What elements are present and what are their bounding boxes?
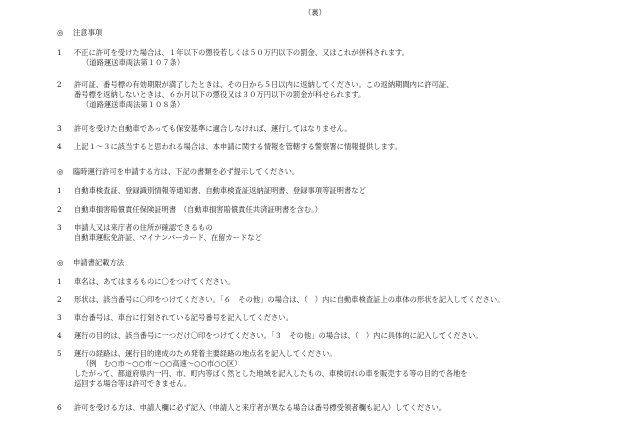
item-text: 車台番号は、車台に打刻されている記号番号を記入してください。 bbox=[74, 313, 293, 322]
item-number: 6 bbox=[57, 403, 62, 412]
item-number: 2 bbox=[57, 80, 62, 89]
doc-item-3 bbox=[57, 223, 622, 243]
bullet-mark: ◎ bbox=[57, 258, 64, 267]
item-number: 3 bbox=[57, 313, 62, 322]
item-text: 運行の経路は、運行目的達成のため発着主要経路の地点名を記入してください。 bbox=[74, 349, 337, 358]
item-text: 許可を受ける方は、申請人欄に必ず記入（申請人と来庁者が異なる場合は番号標受領者欄も記入）してください。 bbox=[74, 403, 447, 412]
item-text: 不正に許可を受けた場合は、１年以下の懲役若しくは５０万円以下の罰金、又はこれが併科されます。 bbox=[74, 48, 410, 57]
item-number: 2 bbox=[57, 295, 62, 304]
note-item-1 bbox=[57, 48, 622, 68]
bullet-mark: ◎ bbox=[57, 167, 64, 176]
page-header: （裏） bbox=[304, 8, 326, 17]
howto-item-3 bbox=[57, 313, 622, 323]
item-text: （例 む○市～○○市～○○高速～○○市○○区） bbox=[82, 359, 242, 368]
item-number: 1 bbox=[57, 186, 62, 195]
item-number: 1 bbox=[57, 277, 62, 286]
item-text: 運行の目的は、該当番号に一つだけ〇印をつけてください。「３ その他」の場合は、（ ）内に具体的に記入してください。 bbox=[74, 331, 483, 340]
item-text: したがって、都道府県内一円、市、町内等ばく然とした地域を記入したもの、車検切れの車を販売する等の目的で各地を bbox=[74, 369, 468, 378]
item-text: （道路運送車両法第１０８条） bbox=[82, 100, 185, 109]
section-notes-heading bbox=[57, 28, 102, 38]
bullet-mark: ◎ bbox=[57, 28, 64, 37]
item-text: 許可を受けた自動車であっても保安基準に適合しなければ、運行してはなりません。 bbox=[74, 124, 352, 133]
item-text: 自動車損害賠償責任保険証明書 （自動車損害賠償責任共済証明書を含む。） bbox=[74, 205, 323, 214]
item-text: 番号標を返納しないときは、６か月以下の懲役又は３０万円以下の罰金が科せられます。 bbox=[74, 90, 366, 99]
howto-item-2 bbox=[57, 295, 622, 305]
section-howto-heading bbox=[57, 258, 124, 268]
item-text: 上記１～３に該当すると思われる場合は、本申請に関する情報を管轄する警察署に情報提供します。 bbox=[74, 142, 402, 151]
howto-item-4 bbox=[57, 331, 622, 341]
item-number: 3 bbox=[57, 223, 62, 232]
note-item-3 bbox=[57, 124, 622, 134]
item-number: 4 bbox=[57, 142, 62, 151]
doc-item-2 bbox=[57, 205, 622, 215]
item-text: 形状は、該当番号に〇印をつけてください。「６ その他」の場合は、（ ）内に自動車検査証上の車体の形状を記入してください。 bbox=[74, 295, 505, 304]
item-text: 許可証、番号標の有効期限が満了したときは、その日から５日以内に返納してください。この返納期間内に許可証、 bbox=[74, 80, 454, 89]
item-number: 4 bbox=[57, 331, 62, 340]
section-title: 注意事項 bbox=[73, 28, 103, 37]
note-item-2 bbox=[57, 80, 622, 110]
item-text: 申請人又は来庁者の住所が確認できるもの bbox=[74, 223, 213, 232]
section-title: 臨時運行許可を申請する方は、下記の書類を必ず提示してください。 bbox=[73, 167, 300, 176]
section-title: 申請書記載方法 bbox=[73, 258, 125, 267]
howto-item-1 bbox=[57, 277, 622, 287]
item-text: 自動車検査証、登録識別情報等通知書、自動車検査証返納証明書、登録事項等証明書など bbox=[74, 186, 366, 195]
section-docs-heading bbox=[57, 167, 299, 177]
item-text: （道路運送車両法第１０７条） bbox=[82, 58, 185, 67]
item-number: 3 bbox=[57, 124, 62, 133]
howto-item-5 bbox=[57, 349, 622, 389]
item-number: 5 bbox=[57, 349, 62, 358]
item-number: 2 bbox=[57, 205, 62, 214]
item-text: 車名は、あてはまるものに〇をつけてください。 bbox=[74, 277, 235, 286]
note-item-4 bbox=[57, 142, 622, 152]
item-text: 自動車運転免許証、マイナンバーカード、在留カードなど bbox=[74, 233, 262, 242]
item-number: 1 bbox=[57, 48, 62, 57]
doc-item-1 bbox=[57, 186, 622, 196]
howto-item-6 bbox=[57, 403, 622, 413]
item-text: 巡回する場合等は許可できません。 bbox=[74, 379, 192, 388]
